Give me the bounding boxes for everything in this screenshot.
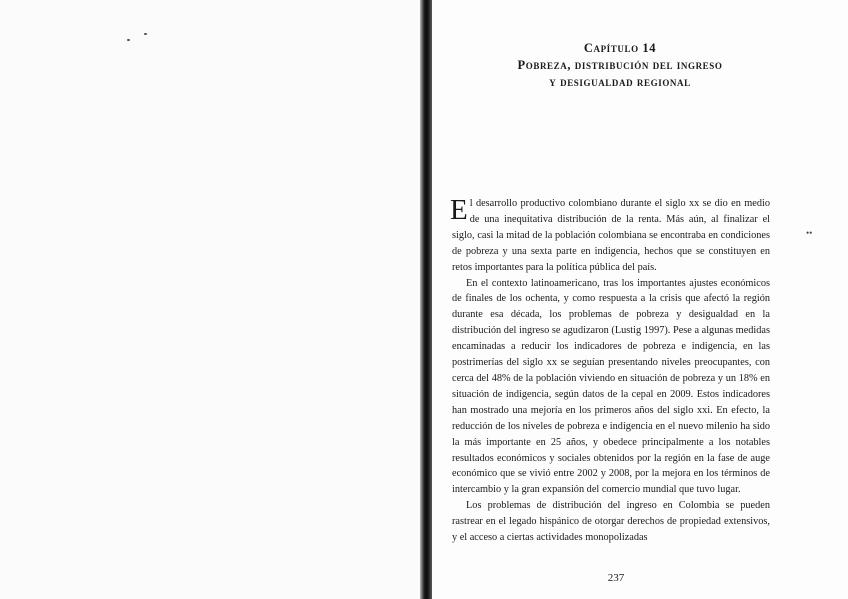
book-gutter: [420, 0, 432, 599]
chapter-number: Capítulo 14: [583, 41, 657, 55]
chapter-heading: [470, 40, 770, 91]
chapter-title-line-1: Pobreza, distribución del ingreso: [517, 58, 723, 72]
paragraph-3: Los problemas de distribución del ingreso en Colombia se pueden rastrear en el legado hispánico de otorgar derechos de propiedad extensivos, y el acceso a ciertas actividades monopolizadas: [452, 500, 770, 544]
page-number: 237: [607, 572, 625, 584]
chapter-body: [452, 196, 770, 546]
drop-cap: E: [450, 194, 468, 226]
ink-speck: [144, 33, 147, 35]
margin-mark: ••: [806, 228, 813, 238]
paragraph-1-text: l desarrollo productivo colombiano durante el siglo xx se dio en medio de una inequitativa distribución de la renta. Más aún, al finalizar el siglo, casi la mitad de la población colombiana se encontraba en condiciones de pobreza y una sexta parte en indigencia, hechos que se constituyen en retos importantes para la política pública del país.: [452, 198, 770, 273]
paragraph-1: [452, 196, 770, 276]
left-page: [0, 0, 420, 599]
paragraph-2: En el contexto latinoamericano, tras los importantes ajustes económicos de finales de los ochenta, y como respuesta a la crisis que afectó la región durante esa década, los problemas de pobreza y desigualdad en la distribución del ingreso se agudizaron (Lustig 1997). Pese a algunas medidas encaminadas a reducir los indicadores de pobreza e indigencia, en las postrimerías del siglo xx se seguían presentando niveles preocupantes, con cerca del 48% de la población viviendo en situación de pobreza y un 18% en situación de indigencia, según datos de la cepal en 2009. Estos indicadores han mostrado una mejoría en los primeros años del siglo xxi. En efecto, la reducción de los niveles de pobreza e indigencia en el nuevo milenio ha sido la más importante en 25 años, y obedece principalmente a los notables resultados económicos y sociales obtenidos por la región en la fase de auge económico que se vivió entre 2002 y 2008, por la mejora en los términos de intercambio y la gran expansión del comercio mundial que tuvo lugar.: [452, 277, 770, 496]
ink-speck: [127, 39, 130, 41]
chapter-title-line-2: y desigualdad regional: [549, 75, 691, 89]
